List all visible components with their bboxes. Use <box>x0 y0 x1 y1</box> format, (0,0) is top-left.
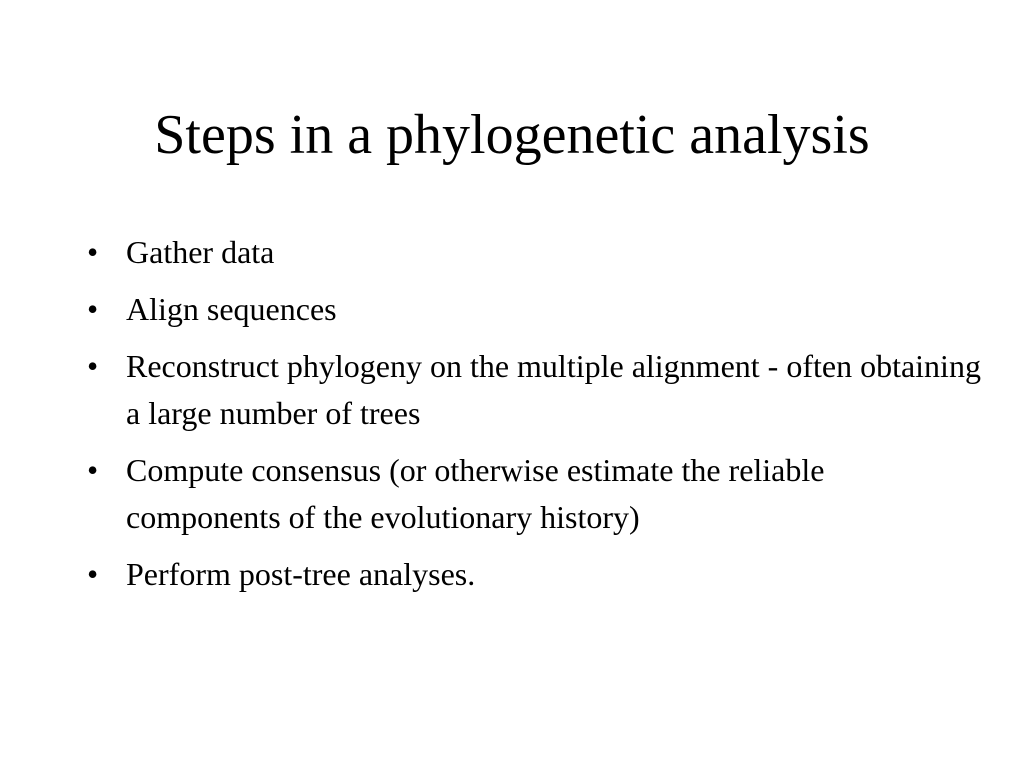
list-item <box>84 447 984 541</box>
list-item <box>84 229 984 276</box>
list-item <box>84 286 984 333</box>
bullet-list <box>84 229 984 608</box>
bullet-marker-icon: • <box>87 234 99 270</box>
bullet-text: Gather data <box>126 234 275 270</box>
list-item <box>84 343 984 437</box>
slide-title: Steps in a phylogenetic analysis <box>154 104 870 166</box>
bullet-marker-icon: • <box>87 291 99 327</box>
bullet-marker-icon: • <box>87 556 99 592</box>
bullet-text: Align sequences <box>126 291 337 327</box>
bullet-marker-icon: • <box>87 348 99 384</box>
bullet-marker-icon: • <box>87 452 99 488</box>
bullet-text: Perform post-tree analyses. <box>126 556 476 592</box>
bullet-text: Reconstruct phylogeny on the multiple alignment - often obtaining a large number of trees <box>126 348 981 431</box>
bullet-text: Compute consensus (or otherwise estimate the reliable components of the evolutionary history) <box>126 452 825 535</box>
list-item <box>84 551 984 598</box>
